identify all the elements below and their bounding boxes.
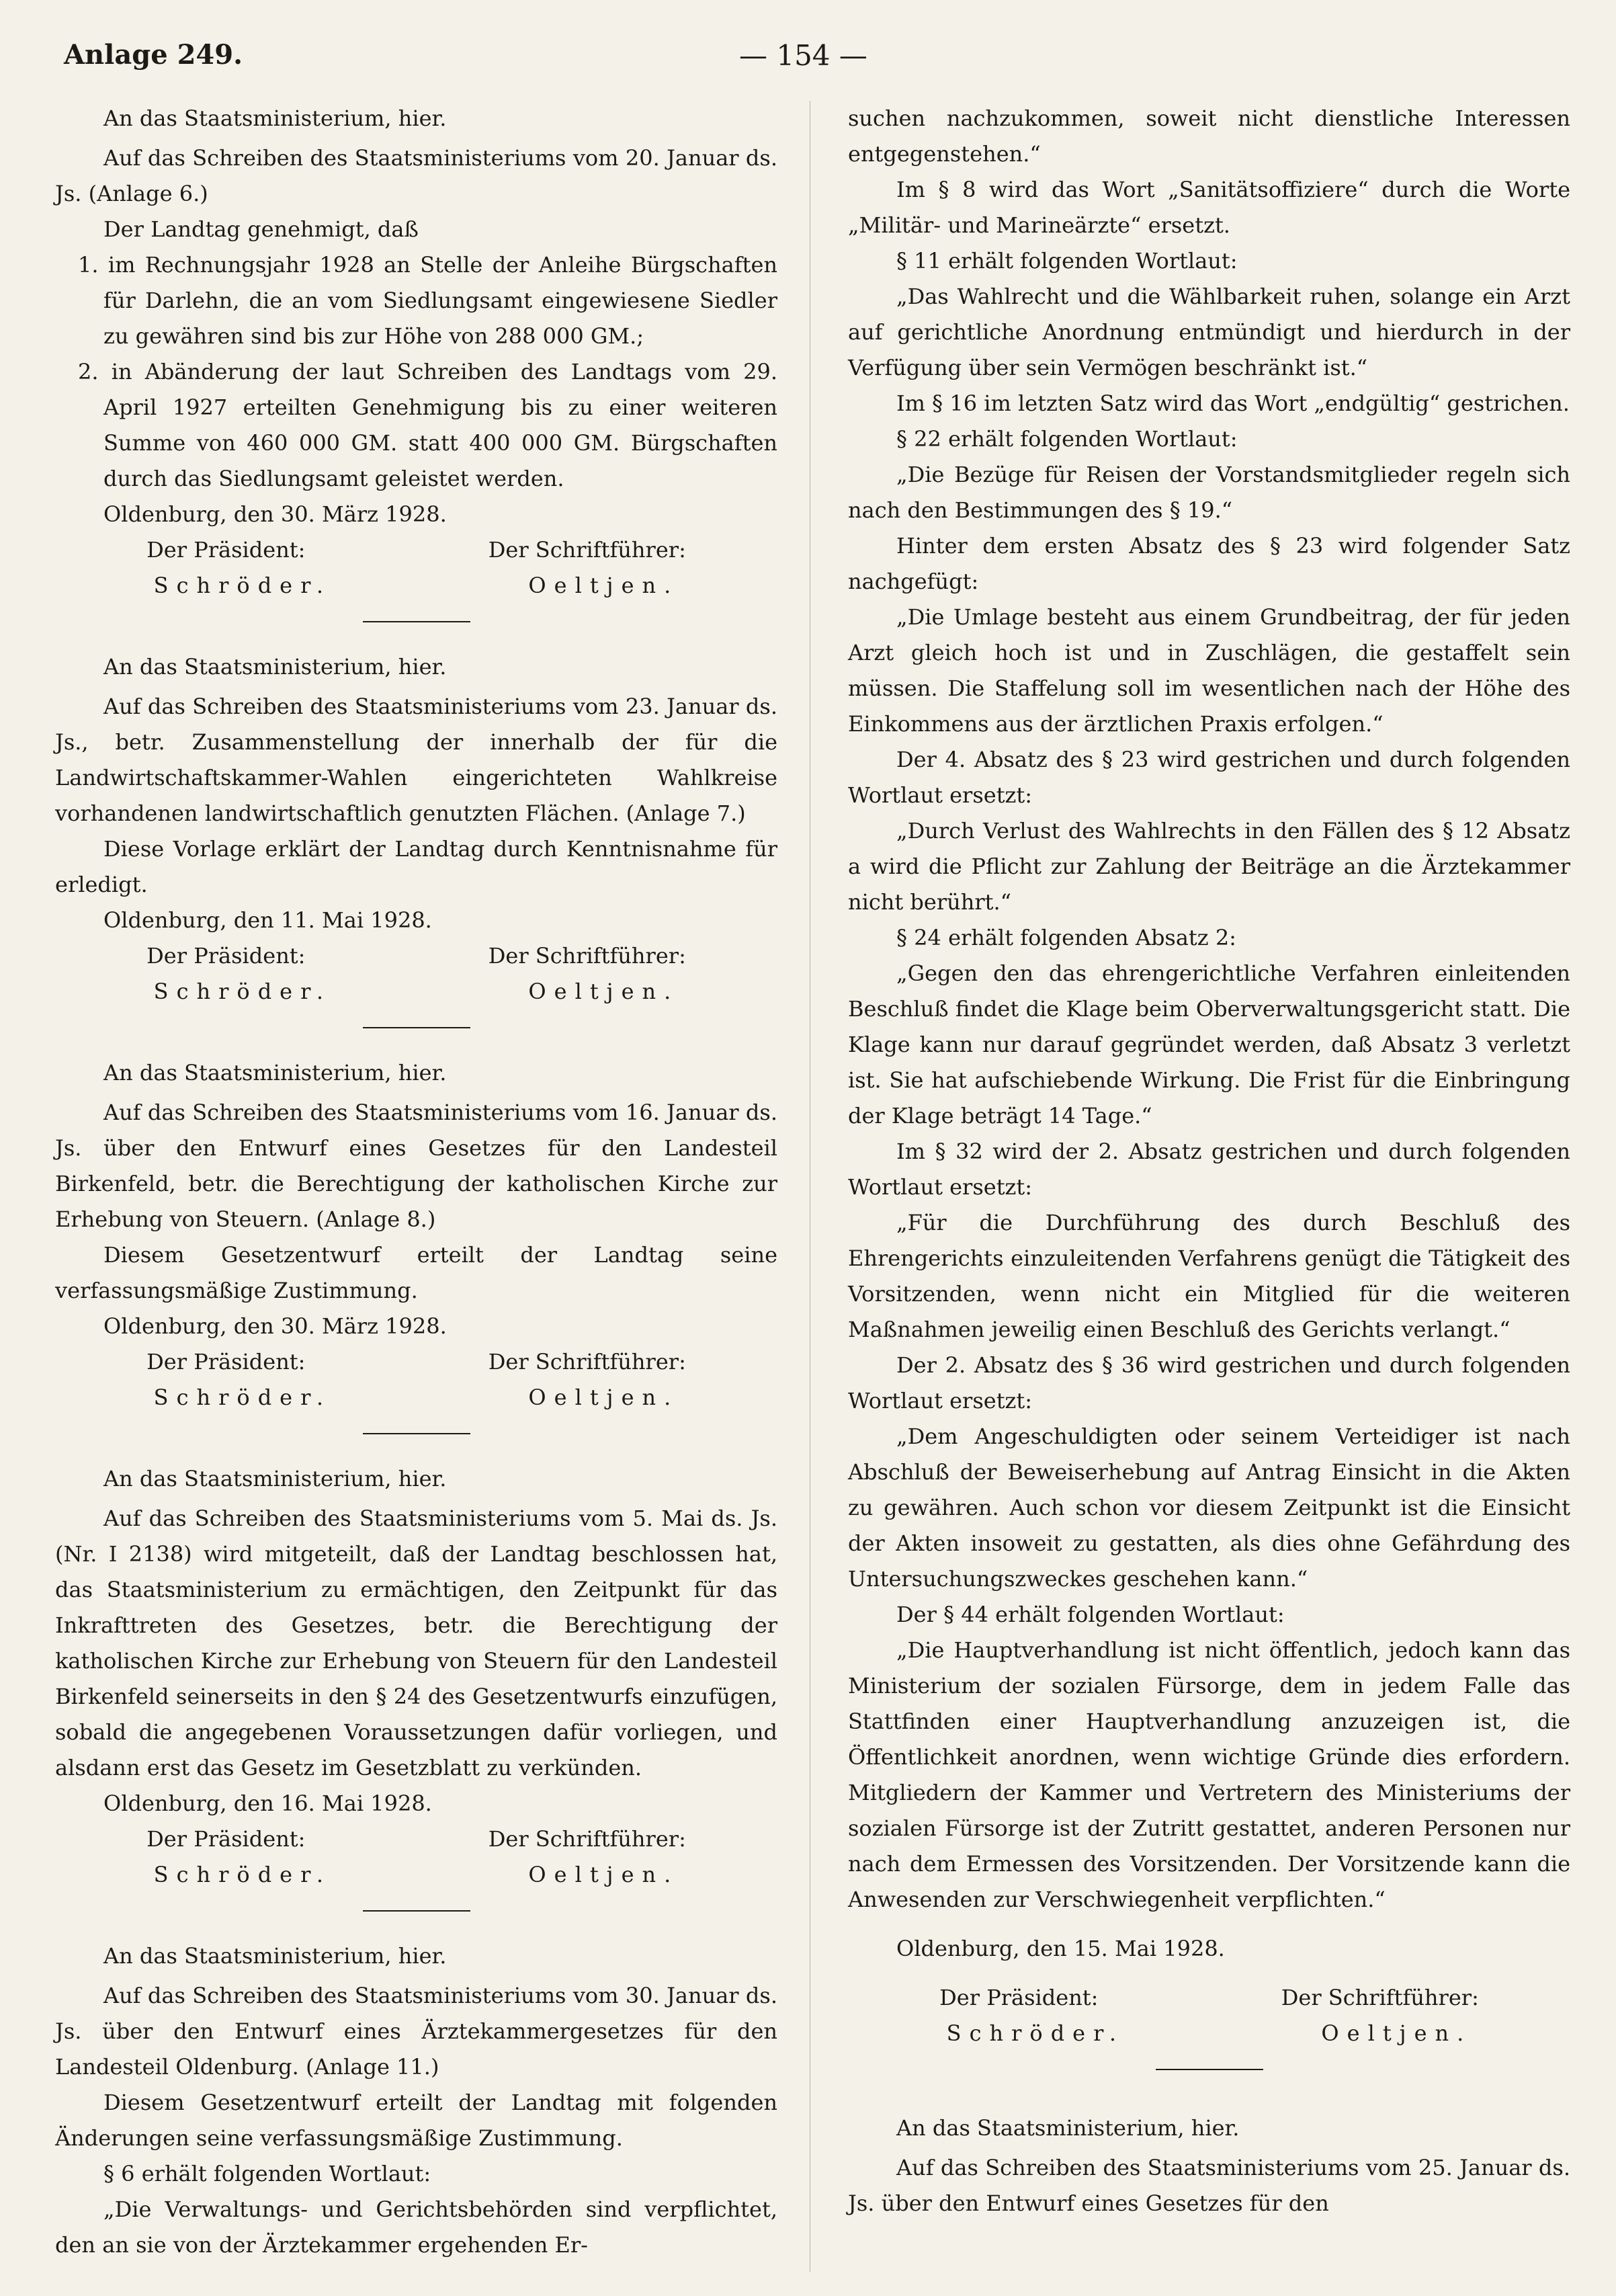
president-name: Schröder.: [153, 573, 332, 598]
secretary-name: Oeltjen.: [528, 573, 679, 598]
signature-names: [55, 974, 777, 1010]
quoted-text: „Durch Verlust des Wahlrechts in den Fällen des § 12 Absatz a wird die Pflicht zur Zahlung der Beiträge an die Ärztekammer nicht berührt.“: [848, 818, 1570, 915]
president-label: Der Präsident:: [146, 1349, 306, 1375]
secretary-name: Oeltjen.: [528, 1862, 679, 1887]
section-separator: [363, 1027, 470, 1028]
quoted-text: „Dem Angeschuldigten oder seinem Verteidiger ist nach Abschluß der Beweiserhebung auf Antrag Einsicht in die Akten zu gewähren. Auch schon vor diesem Zeitpunkt ist die Einsicht der Akten insoweit zu gestatten, als dies ohne Gefährdung des Untersuchungszweckes geschehen kann.“: [848, 1424, 1570, 1592]
page-header: [64, 39, 1529, 79]
section-separator: [1156, 2069, 1263, 2070]
appendix-label: Anlage 249.: [64, 39, 243, 71]
section-separator: [363, 1910, 470, 1912]
date-line: Oldenburg, den 30. März 1928.: [103, 501, 447, 527]
quoted-text: „Das Wahlrecht und die Wählbarkeit ruhen, solange ein Arzt auf gerichtliche Anordnung entmündigt und hierdurch in der Verfügung über sein Vermögen beschränkt ist.“: [848, 284, 1570, 380]
president-name: Schröder.: [153, 1385, 332, 1410]
signature-names: [55, 568, 777, 604]
president-label: Der Präsident:: [939, 1985, 1099, 2010]
paragraph: Auf das Schreiben des Staatsministeriums vom 30. Januar ds. Js. über den Entwurf eines Ärztekammergesetzes für den Landesteil Oldenburg. (Anlage 11.): [55, 1983, 777, 2080]
paragraph: Diese Vorlage erklärt der Landtag durch Kenntnisnahme für erledigt.: [55, 836, 777, 897]
president-name: Schröder.: [946, 2020, 1125, 2046]
president-label: Der Präsident:: [146, 943, 306, 969]
section-5: [55, 1938, 777, 2263]
address-line: An das Staatsministerium, hier.: [896, 2115, 1240, 2141]
date-line: Oldenburg, den 30. März 1928.: [103, 1313, 447, 1339]
secretary-label: Der Schriftführer:: [488, 1349, 686, 1375]
secretary-name: Oeltjen.: [528, 979, 679, 1004]
paragraph: Diesem Gesetzentwurf erteilt der Landtag mit folgenden Änderungen seine verfassungsmäßige Zustimmung.: [55, 2090, 777, 2151]
section-separator: [363, 1433, 470, 1434]
president-label: Der Präsident:: [146, 537, 306, 563]
secretary-name: Oeltjen.: [1321, 2020, 1472, 2046]
paragraph: Der Landtag genehmigt, daß: [103, 216, 419, 242]
quoted-text: „Die Hauptverhandlung ist nicht öffentlich, jedoch kann das Ministerium der sozialen Fürsorge, dem in jedem Falle das Stattfinden einer Hauptverhandlung anzuzeigen ist, die Öffentlichkeit anordnen, wenn wichtige Gründe dies erfordern. Mitgliedern der Kammer und Vertretern des Ministeriums der sozialen Fürsorge ist der Zutritt gestattet, anderen Personen nur nach dem Ermessen des Vorsitzenden. Der Vorsitzende kann die Anwesenden zur Verschwiegenheit verpflichten.“: [848, 1637, 1570, 1912]
signature-roles: [55, 1821, 777, 1857]
signature-roles: [55, 532, 777, 568]
address-line: An das Staatsministerium, hier.: [103, 654, 447, 680]
signature-roles: [55, 1344, 777, 1380]
paragraph: § 22 erhält folgenden Wortlaut:: [896, 426, 1238, 452]
paragraph: § 11 erhält folgenden Wortlaut:: [896, 248, 1238, 274]
secretary-name: Oeltjen.: [528, 1385, 679, 1410]
paragraph: Der § 44 erhält folgenden Wortlaut:: [896, 1602, 1285, 1627]
date-line: Oldenburg, den 11. Mai 1928.: [103, 907, 432, 933]
section-4: [55, 1461, 777, 1912]
paragraph: Auf das Schreiben des Staatsministeriums vom 5. Mai ds. Js. (Nr. I 2138) wird mitgeteilt, daß der Landtag beschlossen hat, das Staatsministerium zu ermächtigen, den Zeitpunkt für das Inkrafttreten des Gesetzes, betr. die Berechtigung der katholischen Kirche zur Erhebung von Steuern für den Landesteil Birkenfeld seinerseits in den § 24 des Gesetzentwurfs einzufügen, sobald die angegebenen Voraussetzungen dafür vorliegen, und alsdann erst das Gesetz im Gesetzblatt zu verkünden.: [55, 1506, 777, 1780]
paragraph: Im § 8 wird das Wort „Sanitätsoffiziere“ durch die Worte „Militär- und Marineärzte“ ersetzt.: [848, 177, 1570, 238]
secretary-label: Der Schriftführer:: [488, 943, 686, 969]
address-line: An das Staatsministerium, hier.: [103, 1466, 447, 1491]
quoted-text: „Gegen den das ehrengerichtliche Verfahren einleitenden Beschluß findet die Klage beim Oberverwaltungsgericht statt. Die Klage kann nur darauf gegründet werden, daß Absatz 3 verletzt ist. Sie hat aufschiebende Wirkung. Die Frist für die Einbringung der Klage beträgt 14 Tage.“: [848, 960, 1570, 1129]
secretary-label: Der Schriftführer:: [488, 537, 686, 563]
paragraph: Im § 32 wird der 2. Absatz gestrichen und durch folgenden Wortlaut ersetzt:: [848, 1139, 1570, 1200]
paragraph: Auf das Schreiben des Staatsministeriums vom 20. Januar ds. Js. (Anlage 6.): [55, 145, 777, 206]
paragraph: Hinter dem ersten Absatz des § 23 wird folgender Satz nachgefügt:: [848, 533, 1570, 594]
list-item: 2. in Abänderung der laut Schreiben des Landtags vom 29. April 1927 erteilten Genehmigung bis zu einer weiteren Summe von 460 000 GM. statt 400 000 GM. Bürgschaften durch das Siedlungsamt geleistet werden.: [78, 359, 777, 491]
secretary-label: Der Schriftführer:: [1281, 1985, 1479, 2010]
paragraph: Auf das Schreiben des Staatsministeriums vom 25. Januar ds. Js. über den Entwurf eines Gesetzes für den: [848, 2155, 1570, 2216]
address-line: An das Staatsministerium, hier.: [103, 106, 447, 131]
signature-roles: [848, 1980, 1570, 2016]
section-3: [55, 1055, 777, 1434]
right-column: [848, 101, 1570, 2221]
president-name: Schröder.: [153, 979, 332, 1004]
paragraph: Im § 16 im letzten Satz wird das Wort „endgültig“ gestrichen.: [896, 391, 1570, 416]
signature-names: [848, 2016, 1570, 2051]
secretary-label: Der Schriftführer:: [488, 1826, 686, 1852]
president-label: Der Präsident:: [146, 1826, 306, 1852]
paragraph: § 24 erhält folgenden Absatz 2:: [896, 925, 1236, 950]
paragraph: Der 2. Absatz des § 36 wird gestrichen und durch folgenden Wortlaut ersetzt:: [848, 1352, 1570, 1413]
quoted-text: „Für die Durchführung des durch Beschluß des Ehrengerichts einzuleitenden Verfahrens genügt die Tätigkeit des Vorsitzenden, wenn nicht ein Mitglied für die weiteren Maßnahmen jeweilig einen Beschluß des Gerichts verlangt.“: [848, 1210, 1570, 1342]
paragraph: Auf das Schreiben des Staatsministeriums vom 16. Januar ds. Js. über den Entwurf eines Gesetzes für den Landesteil Birkenfeld, betr. die Berechtigung der katholischen Kirche zur Erhebung von Steuern. (Anlage 8.): [55, 1100, 777, 1232]
paragraph: § 6 erhält folgenden Wortlaut:: [103, 2161, 431, 2186]
address-line: An das Staatsministerium, hier.: [103, 1943, 447, 1969]
signature-names: [55, 1857, 777, 1893]
signature-roles: [55, 938, 777, 974]
section-separator: [363, 621, 470, 622]
date-line: Oldenburg, den 16. Mai 1928.: [103, 1791, 432, 1816]
date-line: Oldenburg, den 15. Mai 1928.: [896, 1936, 1225, 1961]
section-1: [55, 101, 777, 622]
signature-names: [55, 1380, 777, 1416]
page-number: — 154 —: [739, 39, 867, 72]
section-2: [55, 649, 777, 1028]
list-item: 1. im Rechnungsjahr 1928 an Stelle der Anleihe Bürgschaften für Darlehn, die an vom Siedlungsamt eingewiesene Siedler zu gewähren sind bis zur Höhe von 288 000 GM.;: [78, 252, 777, 349]
paragraph: Diesem Gesetzentwurf erteilt der Landtag seine verfassungsmäßige Zustimmung.: [55, 1242, 777, 1303]
quoted-text: „Die Umlage besteht aus einem Grundbeitrag, der für jeden Arzt gleich hoch ist und in Zuschlägen, die gestaffelt sein müssen. Die Staffelung soll im wesentlichen nach der Höhe des Einkommens aus der ärztlichen Praxis erfolgen.“: [848, 604, 1570, 737]
quoted-text: „Die Bezüge für Reisen der Vorstandsmitglieder regeln sich nach den Bestimmungen des § 19.“: [848, 462, 1570, 523]
quoted-text-continued: suchen nachzukommen, soweit nicht dienstliche Interessen entgegenstehen.“: [848, 106, 1570, 167]
quoted-text: „Die Verwaltungs- und Gerichtsbehörden sind verpflichtet, den an sie von der Ärztekammer ergehenden Er-: [55, 2197, 777, 2258]
paragraph: Der 4. Absatz des § 23 wird gestrichen und durch folgenden Wortlaut ersetzt:: [848, 747, 1570, 808]
president-name: Schröder.: [153, 1862, 332, 1887]
left-column: [55, 101, 777, 2263]
paragraph: Auf das Schreiben des Staatsministeriums vom 23. Januar ds. Js., betr. Zusammenstellung der innerhalb der für die Landwirtschaftskammer-Wahlen eingerichteten Wahlkreise vorhandenen landwirtschaftlich genutzten Flächen. (Anlage 7.): [55, 694, 777, 826]
address-line: An das Staatsministerium, hier.: [103, 1060, 447, 1085]
